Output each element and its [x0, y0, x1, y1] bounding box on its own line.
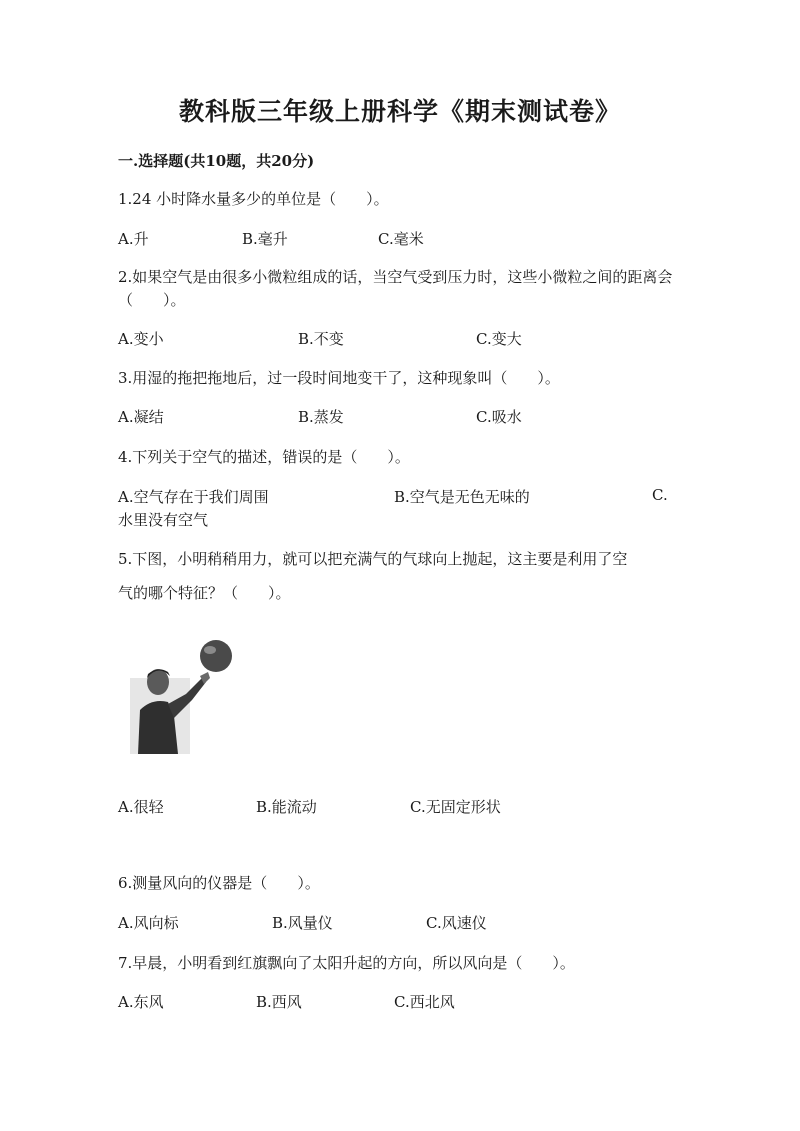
question-3: 3.用湿的拖把拖地后，过一段时间地变干了，这种现象叫（ ）。: [118, 369, 560, 387]
q1-option-b: B.毫升: [242, 230, 288, 248]
q5-option-c: C.无固定形状: [410, 798, 501, 816]
q7-option-a: A.东风: [118, 993, 164, 1011]
section-heading: 一.选择题(共10题，共20分): [118, 152, 315, 170]
q4-option-c-text: 水里没有空气: [118, 511, 209, 529]
q5-option-a: A.很轻: [118, 798, 164, 816]
q2-option-a: A.变小: [118, 330, 164, 348]
q3-option-c: C.吸水: [476, 408, 522, 426]
q5-option-b: B.能流动: [256, 798, 317, 816]
question-4: 4.下列关于空气的描述，错误的是（ ）。: [118, 448, 410, 466]
q3-option-a: A.凝结: [118, 408, 164, 426]
question-6: 6.测量风向的仪器是（ ）。: [118, 874, 320, 892]
q2-option-c: C.变大: [476, 330, 522, 348]
q2-option-b: B.不变: [298, 330, 344, 348]
boy-tossing-balloon-image: [130, 638, 242, 754]
q7-option-b: B.西风: [256, 993, 302, 1011]
question-7: 7.早晨，小明看到红旗飘向了太阳升起的方向，所以风向是（ ）。: [118, 954, 575, 972]
q3-option-b: B.蒸发: [298, 408, 344, 426]
question-5-line-1: 5.下图，小明稍稍用力，就可以把充满气的气球向上抛起，这主要是利用了空: [118, 550, 628, 568]
page-title: 教科版三年级上册科学《期末测试卷》: [178, 97, 621, 126]
q1-option-c: C.毫米: [378, 230, 424, 248]
q7-option-c: C.西北风: [394, 993, 455, 1011]
q1-option-a: A.升: [118, 230, 149, 248]
question-1: 1.24 小时降水量多少的单位是（ ）。: [118, 190, 389, 208]
q6-option-c: C.风速仪: [426, 914, 487, 932]
q4-option-b: B.空气是无色无味的: [394, 488, 530, 506]
q6-option-a: A.风向标: [118, 914, 179, 932]
q4-option-c-label: C.: [652, 486, 668, 504]
question-5-line-2: 气的哪个特征？（ ）。: [118, 584, 291, 602]
question-2: 2.如果空气是由很多小微粒组成的话，当空气受到压力时，这些小微粒之间的距离会（ ）。: [118, 268, 673, 309]
q4-option-a: A.空气存在于我们周围: [118, 488, 269, 506]
q6-option-b: B.风量仪: [272, 914, 333, 932]
